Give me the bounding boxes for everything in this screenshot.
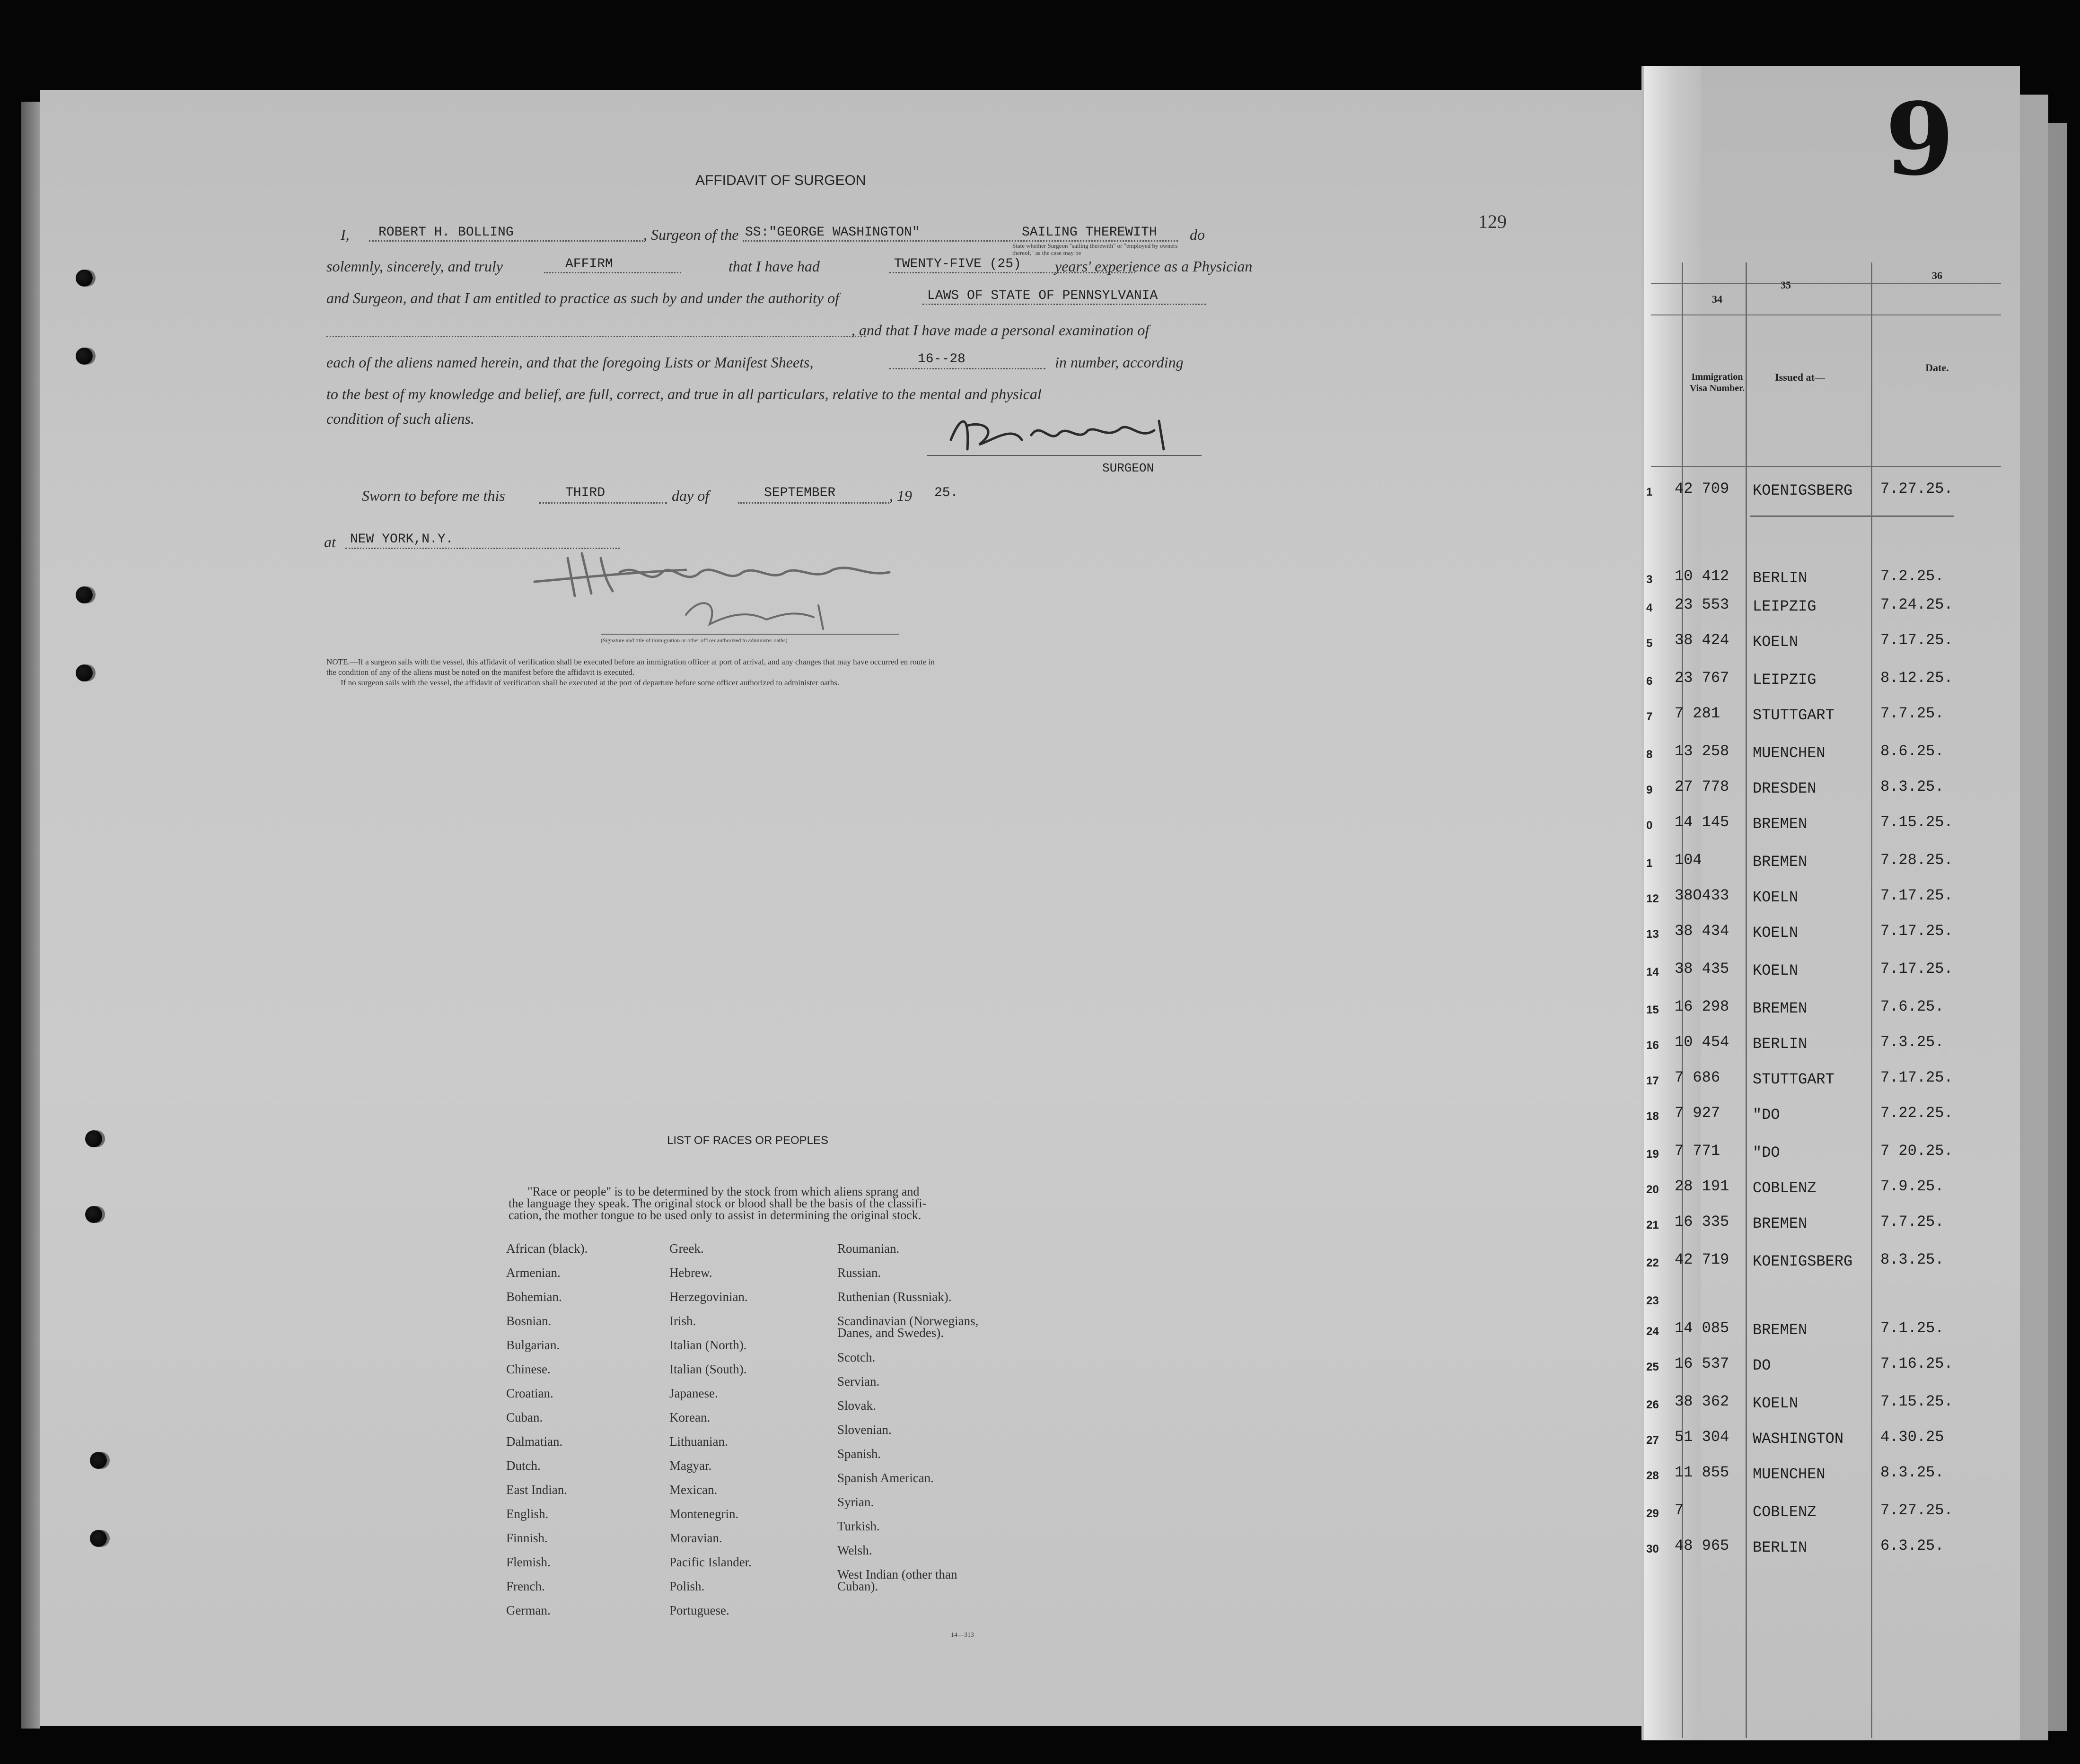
row-number: 3 bbox=[1646, 573, 1653, 586]
issued-place: COBLENZ bbox=[1753, 1503, 1817, 1521]
row-number: 14 bbox=[1646, 966, 1659, 978]
licensing-authority: LAWS OF STATE OF PENNSYLVANIA bbox=[927, 288, 1158, 303]
row-number: 22 bbox=[1646, 1257, 1659, 1269]
issue-date: 7.2.25. bbox=[1880, 568, 1944, 585]
column-number: 36 bbox=[1932, 270, 1942, 281]
issue-date: 7.7.25. bbox=[1880, 1213, 1944, 1231]
row-number: 12 bbox=[1646, 892, 1659, 905]
issued-place: KOELN bbox=[1753, 962, 1799, 979]
race-item: Lithuanian. bbox=[669, 1434, 728, 1449]
issue-date: 6.3.25. bbox=[1880, 1537, 1944, 1554]
affidavit-text: , Surgeon of the bbox=[643, 226, 739, 243]
issued-place: BERLIN bbox=[1753, 569, 1808, 587]
issued-place: STUTTGART bbox=[1753, 707, 1834, 724]
page-stack bbox=[2048, 123, 2067, 1731]
issue-date: 7.15.25. bbox=[1880, 813, 1953, 831]
issue-date: 7.22.25. bbox=[1880, 1104, 1953, 1122]
race-item: Scandinavian (Norwegians, bbox=[837, 1314, 979, 1328]
row-number: 29 bbox=[1646, 1507, 1659, 1520]
visa-number: 38 424 bbox=[1675, 631, 1729, 649]
issued-place: KOELN bbox=[1753, 924, 1799, 942]
race-item: Cuban. bbox=[506, 1410, 543, 1424]
issue-date: 7 20.25. bbox=[1880, 1142, 1953, 1160]
race-item: Flemish. bbox=[506, 1555, 551, 1569]
surgeon-name: ROBERT H. BOLLING bbox=[378, 225, 514, 240]
issue-date: 7.17.25. bbox=[1880, 887, 1953, 904]
issued-place: KOENIGSBERG bbox=[1753, 482, 1853, 499]
affidavit-text: at bbox=[324, 533, 336, 550]
issued-place: BREMEN bbox=[1753, 1215, 1808, 1232]
row-number: 19 bbox=[1646, 1148, 1659, 1161]
issue-date: 7.1.25. bbox=[1880, 1319, 1944, 1337]
issued-place: LEIPZIG bbox=[1753, 598, 1817, 615]
race-item: Armenian. bbox=[506, 1266, 561, 1280]
visa-number: 7 771 bbox=[1675, 1142, 1720, 1160]
issue-date: 7.27.25. bbox=[1880, 1502, 1953, 1519]
race-item: Bosnian. bbox=[506, 1314, 552, 1328]
issued-place: MUENCHEN bbox=[1753, 1466, 1825, 1483]
binder-hole bbox=[76, 664, 93, 681]
issue-date: 4.30.25 bbox=[1880, 1428, 1944, 1446]
race-item: Portuguese. bbox=[669, 1603, 729, 1617]
signature-title: SURGEON bbox=[1102, 461, 1154, 475]
issue-date: 7.15.25. bbox=[1880, 1393, 1953, 1410]
races-intro: cation, the mother tongue to be used only to assist in determining the original stock. bbox=[509, 1208, 922, 1222]
officer-signature bbox=[530, 544, 937, 638]
visa-number: 7 686 bbox=[1675, 1069, 1720, 1086]
sailing-note: State whether Surgeon "sailing therewith" or "employed by owners thereof," as the case may be bbox=[1012, 242, 1178, 256]
race-item: Japanese. bbox=[669, 1386, 718, 1400]
race-item: Dutch. bbox=[506, 1458, 541, 1473]
visa-number: 38O433 bbox=[1675, 887, 1729, 904]
issued-place: MUENCHEN bbox=[1753, 744, 1825, 762]
issued-place: "DO bbox=[1753, 1144, 1780, 1161]
issue-date: 7.24.25. bbox=[1880, 596, 1953, 613]
race-item: Italian (North). bbox=[669, 1338, 747, 1352]
race-item: Hebrew. bbox=[669, 1266, 712, 1280]
races-intro: "Race or people" is to be determined by the stock from which aliens sprang and bbox=[527, 1185, 920, 1198]
row-number: 20 bbox=[1646, 1183, 1659, 1196]
issue-date: 8.6.25. bbox=[1880, 742, 1944, 760]
issue-date: 7.17.25. bbox=[1880, 960, 1953, 978]
row-number: 16 bbox=[1646, 1039, 1659, 1052]
visa-number: 14 145 bbox=[1675, 813, 1729, 831]
issued-place: WASHINGTON bbox=[1753, 1430, 1844, 1448]
race-item: English. bbox=[506, 1507, 549, 1521]
race-item: Spanish. bbox=[837, 1447, 881, 1461]
race-item: Russian. bbox=[837, 1266, 881, 1280]
race-item: French. bbox=[506, 1579, 545, 1593]
race-item: Finnish. bbox=[506, 1531, 548, 1545]
race-item: Polish. bbox=[669, 1579, 705, 1593]
form-number: 14—313 bbox=[951, 1632, 974, 1639]
race-item: Bulgarian. bbox=[506, 1338, 560, 1352]
issue-date: 7.17.25. bbox=[1880, 631, 1953, 649]
issued-place: KOELN bbox=[1753, 889, 1799, 906]
issued-place: LEIPZIG bbox=[1753, 671, 1817, 689]
note-line: NOTE.—If a surgeon sails with the vessel, this affidavit of verification shall be executed before an immigration officer at port of arrival, and any changes that may have occurred en route in bbox=[326, 657, 935, 666]
page-number: 129 bbox=[1478, 211, 1507, 232]
row-number: 6 bbox=[1646, 675, 1653, 688]
issue-date: 8.12.25. bbox=[1880, 669, 1953, 687]
row-number: 27 bbox=[1646, 1434, 1659, 1447]
row-number: 21 bbox=[1646, 1219, 1659, 1231]
race-item: Croatian. bbox=[506, 1386, 553, 1400]
issue-date: 7.7.25. bbox=[1880, 705, 1944, 722]
row-number: 1 bbox=[1646, 857, 1653, 870]
note-line: If no surgeon sails with the vessel, the affidavit of verification shall be executed at the port of departure before some officer authorized to administer oaths. bbox=[341, 678, 840, 687]
surgeon-signature bbox=[941, 407, 1187, 459]
issue-date: 8.3.25. bbox=[1880, 1464, 1944, 1481]
race-item: Dalmatian. bbox=[506, 1434, 563, 1449]
row-number: 8 bbox=[1646, 748, 1653, 761]
issue-date: 8.3.25. bbox=[1880, 1251, 1944, 1268]
issue-date: 7.17.25. bbox=[1880, 1069, 1953, 1086]
race-item: Welsh. bbox=[837, 1543, 872, 1557]
affidavit-text: years' experience as a Physician bbox=[1055, 258, 1253, 275]
issued-place: BERLIN bbox=[1753, 1035, 1808, 1053]
row-number: 17 bbox=[1646, 1074, 1659, 1087]
issue-date: 7.16.25. bbox=[1880, 1355, 1953, 1372]
visa-number: 7 927 bbox=[1675, 1104, 1720, 1122]
visa-number: 16 335 bbox=[1675, 1213, 1729, 1231]
issued-place: BREMEN bbox=[1753, 815, 1808, 833]
visa-number: 16 537 bbox=[1675, 1355, 1729, 1372]
race-item: West Indian (other than bbox=[837, 1567, 957, 1581]
manifest-sheets: 16--28 bbox=[918, 352, 965, 367]
issued-place: KOENIGSBERG bbox=[1753, 1253, 1853, 1270]
row-number: 24 bbox=[1646, 1325, 1659, 1338]
visa-number: 38 434 bbox=[1675, 922, 1729, 940]
row-number: 25 bbox=[1646, 1361, 1659, 1373]
race-item: Roumanian. bbox=[837, 1241, 900, 1256]
race-item: Herzegovinian. bbox=[669, 1290, 748, 1304]
sworn-month: SEPTEMBER bbox=[764, 486, 836, 500]
note-line: the condition of any of the aliens must be noted on the manifest before the affidavit is executed. bbox=[326, 668, 635, 677]
race-item: Spanish American. bbox=[837, 1471, 934, 1485]
binder-hole bbox=[76, 586, 93, 603]
issue-date: 7.3.25. bbox=[1880, 1033, 1944, 1051]
visa-number: 23 767 bbox=[1675, 669, 1729, 687]
row-number: 0 bbox=[1646, 819, 1653, 832]
race-item: Ruthenian (Russniak). bbox=[837, 1290, 952, 1304]
visa-number: 11 855 bbox=[1675, 1464, 1729, 1481]
race-item: Moravian. bbox=[669, 1531, 722, 1545]
binder-hole bbox=[76, 348, 93, 365]
issue-date: 7.9.25. bbox=[1880, 1178, 1944, 1195]
column-header-visa: Immigration Visa Number. bbox=[1689, 372, 1745, 393]
visa-number: 28 191 bbox=[1675, 1178, 1729, 1195]
race-item: Slovenian. bbox=[837, 1423, 892, 1437]
race-item: Pacific Islander. bbox=[669, 1555, 752, 1569]
affidavit-text: that I have had bbox=[728, 258, 820, 275]
visa-number: 14 085 bbox=[1675, 1319, 1729, 1337]
issue-date: 7.27.25. bbox=[1880, 480, 1953, 498]
affidavit-text: in number, according bbox=[1055, 354, 1184, 371]
race-item: Servian. bbox=[837, 1374, 880, 1388]
affidavit-text: and Surgeon, and that I am entitled to practice as such by and under the authority of bbox=[326, 289, 839, 306]
race-item: Cuban). bbox=[837, 1579, 878, 1593]
visa-number: 42 709 bbox=[1675, 480, 1729, 498]
visa-number: 51 304 bbox=[1675, 1428, 1729, 1446]
affidavit-text: do bbox=[1190, 226, 1205, 243]
visa-number: 27 778 bbox=[1675, 778, 1729, 795]
column-header-date: Date. bbox=[1925, 362, 1949, 374]
race-item: Greek. bbox=[669, 1241, 704, 1256]
race-item: Slovak. bbox=[837, 1398, 876, 1413]
issued-place: KOELN bbox=[1753, 1395, 1799, 1412]
binder-hole bbox=[76, 270, 93, 287]
years-experience: TWENTY-FIVE (25) bbox=[894, 257, 1021, 271]
column-number: 35 bbox=[1781, 279, 1791, 291]
visa-number: 7 281 bbox=[1675, 705, 1720, 722]
race-item: Syrian. bbox=[837, 1495, 874, 1509]
issued-place: KOELN bbox=[1753, 633, 1799, 651]
race-item: Turkish. bbox=[837, 1519, 880, 1533]
sworn-year: 25. bbox=[934, 486, 958, 500]
binder-hole bbox=[85, 1206, 102, 1223]
affidavit-text: Sworn to before me this bbox=[362, 487, 505, 504]
ship-name: SS:"GEORGE WASHINGTON" bbox=[745, 225, 920, 240]
page-edge bbox=[21, 102, 40, 1729]
issued-place: COBLENZ bbox=[1753, 1179, 1817, 1197]
race-item: Italian (South). bbox=[669, 1362, 747, 1376]
sailing-status: SAILING THEREWITH bbox=[1022, 225, 1157, 240]
races-intro: the language they speak. The original stock or blood shall be the basis of the classifi- bbox=[509, 1196, 927, 1210]
race-item: East Indian. bbox=[506, 1483, 567, 1497]
visa-number: 104 bbox=[1675, 851, 1702, 869]
officer-caption: (Signature and title of immigration or other officer authorized to administer oaths) bbox=[601, 637, 788, 644]
issued-place: BREMEN bbox=[1753, 853, 1808, 871]
visa-number: 10 454 bbox=[1675, 1033, 1729, 1051]
visa-number: 48 965 bbox=[1675, 1537, 1729, 1554]
affidavit-text: condition of such aliens. bbox=[326, 410, 474, 427]
issued-place: BERLIN bbox=[1753, 1539, 1808, 1556]
issue-date: 8.3.25. bbox=[1880, 778, 1944, 795]
affidavit-text: , and that I have made a personal examination of bbox=[851, 322, 1150, 339]
affidavit-text: day of bbox=[672, 487, 710, 504]
sworn-day: THIRD bbox=[565, 486, 606, 500]
row-number: 26 bbox=[1646, 1398, 1659, 1411]
row-number: 23 bbox=[1646, 1294, 1659, 1307]
stamp-number: 9 bbox=[1885, 81, 1955, 198]
issued-place: DO bbox=[1753, 1357, 1771, 1374]
race-item: Scotch. bbox=[837, 1350, 876, 1364]
issue-date: 7.17.25. bbox=[1880, 922, 1953, 940]
column-number: 34 bbox=[1712, 293, 1722, 305]
binder-hole bbox=[90, 1530, 107, 1547]
race-item: Bohemian. bbox=[506, 1290, 562, 1304]
race-item: Chinese. bbox=[506, 1362, 551, 1376]
visa-number: 38 435 bbox=[1675, 960, 1729, 978]
visa-number: 42 719 bbox=[1675, 1251, 1729, 1268]
row-number: 18 bbox=[1646, 1110, 1659, 1123]
issue-date: 7.6.25. bbox=[1880, 998, 1944, 1015]
binder-hole bbox=[90, 1452, 107, 1469]
visa-number: 13 258 bbox=[1675, 742, 1729, 760]
affidavit-text: solemnly, sincerely, and truly bbox=[326, 258, 503, 275]
affirm-word: AFFIRM bbox=[565, 257, 613, 271]
visa-number: 23 553 bbox=[1675, 596, 1729, 613]
row-number: 28 bbox=[1646, 1469, 1659, 1482]
race-item: Danes, and Swedes). bbox=[837, 1326, 944, 1340]
row-number: 1 bbox=[1646, 486, 1653, 498]
race-item: German. bbox=[506, 1603, 551, 1617]
affidavit-text: I, bbox=[341, 226, 350, 243]
race-item: African (black). bbox=[506, 1241, 588, 1256]
row-number: 15 bbox=[1646, 1004, 1659, 1016]
race-item: Mexican. bbox=[669, 1483, 718, 1497]
race-item: Korean. bbox=[669, 1410, 711, 1424]
visa-number: 16 298 bbox=[1675, 998, 1729, 1015]
issued-place: BREMEN bbox=[1753, 1000, 1808, 1017]
binder-hole bbox=[85, 1130, 102, 1147]
visa-number: 7 bbox=[1675, 1502, 1684, 1519]
race-item: Montenegrin. bbox=[669, 1507, 739, 1521]
row-number: 9 bbox=[1646, 784, 1653, 796]
issued-place: STUTTGART bbox=[1753, 1071, 1834, 1088]
race-item: Magyar. bbox=[669, 1458, 712, 1473]
sworn-place: NEW YORK,N.Y. bbox=[350, 532, 454, 547]
issued-place: DRESDEN bbox=[1753, 780, 1817, 797]
issued-place: "DO bbox=[1753, 1106, 1780, 1124]
race-item: Irish. bbox=[669, 1314, 696, 1328]
affidavit-text: to the best of my knowledge and belief, are full, correct, and true in all particulars, relative to the mental and physical bbox=[326, 385, 1042, 402]
affidavit-title: AFFIDAVIT OF SURGEON bbox=[695, 173, 866, 188]
visa-number: 38 362 bbox=[1675, 1393, 1729, 1410]
affidavit-text: , 19 bbox=[889, 487, 912, 504]
issued-place: BREMEN bbox=[1753, 1321, 1808, 1339]
affidavit-text: each of the aliens named herein, and that the foregoing Lists or Manifest Sheets, bbox=[326, 354, 814, 371]
row-number: 7 bbox=[1646, 710, 1653, 723]
visa-number: 10 412 bbox=[1675, 568, 1729, 585]
row-number: 4 bbox=[1646, 602, 1653, 614]
races-title: LIST OF RACES OR PEOPLES bbox=[667, 1134, 828, 1147]
issue-date: 7.28.25. bbox=[1880, 851, 1953, 869]
column-header-issued: Issued at— bbox=[1775, 371, 1825, 383]
page-stack bbox=[2020, 95, 2048, 1740]
row-number: 13 bbox=[1646, 928, 1659, 941]
row-number: 5 bbox=[1646, 637, 1653, 650]
row-number: 30 bbox=[1646, 1543, 1659, 1555]
